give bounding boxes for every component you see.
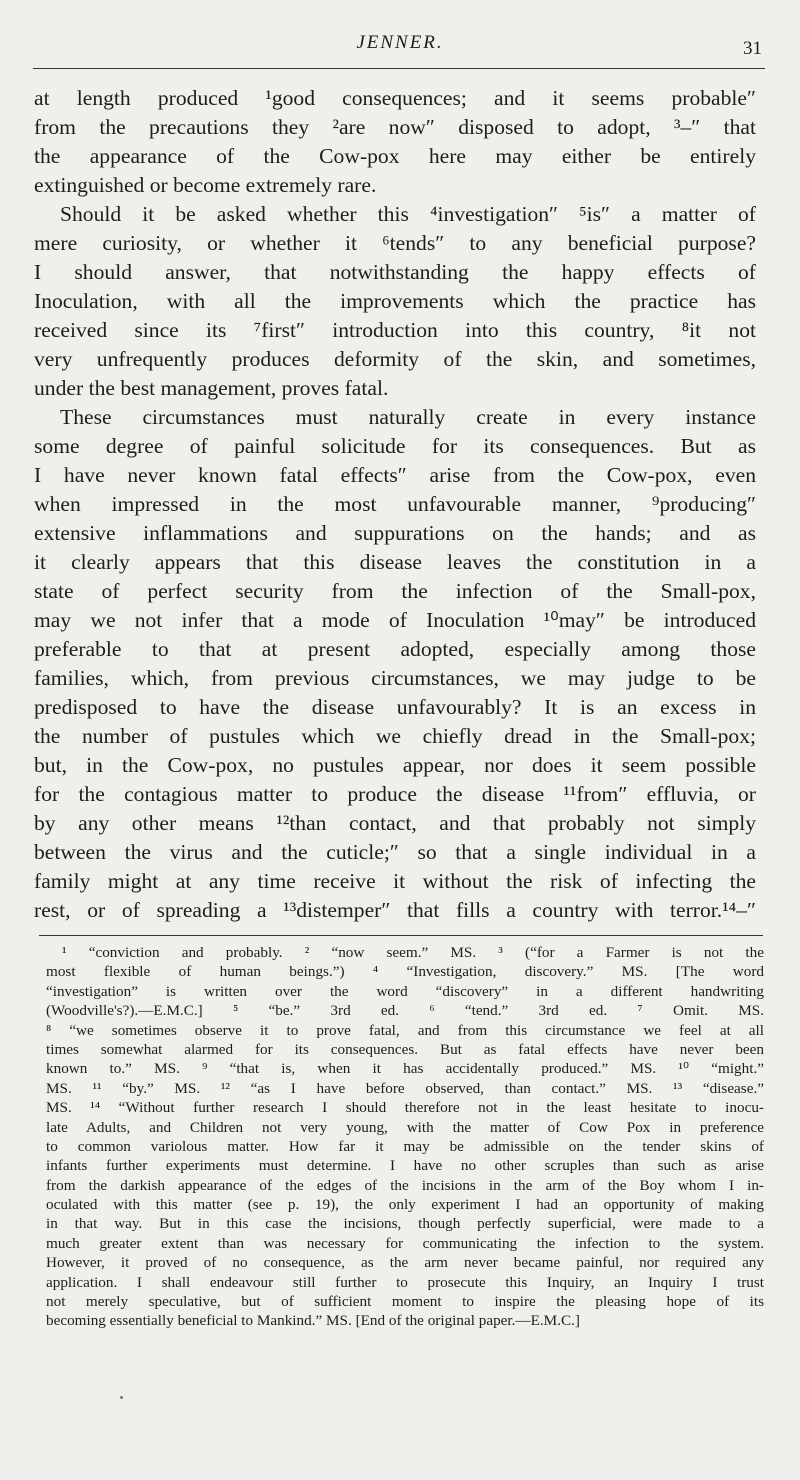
footnote-line: oculated with this matter (see p. 19), the only experiment I had an opportunity of making [46,1196,764,1214]
body-line: preferable to that at present adopted, especially among those [34,637,756,661]
footnote-line: “investigation” is written over the word “discovery” in a different handwriting [46,982,764,1000]
footnote-line: most flexible of human beings.”) ⁴ “Investigation, discovery.” MS. [The word [46,963,764,981]
running-title: JENNER. [356,32,444,53]
body-line: state of perfect security from the infection of the Small-pox, [34,579,756,603]
body-line: some degree of painful solicitude for its consequences. But as [34,434,756,458]
footnote-line: much greater extent than was necessary for communicating the infection to the system. [46,1234,764,1252]
body-line: at length produced ¹good consequences; and it seems probable″ [34,86,756,110]
header-rule [33,68,765,69]
body-line: when impressed in the most unfavourable manner, ⁹producing″ [34,492,756,516]
body-line: I should answer, that notwithstanding the happy effects of [34,260,756,284]
body-line: the number of pustules which we chiefly dread in the Small-pox; [34,724,756,748]
footnote-line: MS. ¹⁴ “Without further research I should therefore not in the least hesitate to inocu- [46,1099,764,1117]
footnote-line: known to.” MS. ⁹ “that is, when it has accidentally produced.” MS. ¹⁰ “might.” [46,1060,764,1078]
footnote-line: from the darkish appearance of the edges of the incisions in the arm of the Boy whom I in- [46,1176,764,1194]
body-line: I have never known fatal effects″ arise from the Cow-pox, even [34,463,756,487]
body-line: the appearance of the Cow-pox here may either be entirely [34,144,756,168]
body-line: from the precautions they ²are now″ disposed to adopt, ³–″ that [34,115,756,139]
footnote-line: However, it proved of no consequence, as the arm never became painful, nor required any [46,1254,764,1272]
body-line: by any other means ¹²than contact, and that probably not simply [34,811,756,835]
footnote-line: times somewhat alarmed for its consequences. But as fatal effects have never been [46,1040,764,1058]
body-line: very unfrequently produces deformity of the skin, and sometimes, [34,347,756,371]
body-line: rest, or of spreading a ¹³distemper″ that fills a country with terror.¹⁴–″ [34,898,756,922]
footnote-line: in that way. But in this case the incisions, though perfectly superficial, were made to a [46,1215,764,1233]
body-line: but, in the Cow-pox, no pustules appear, nor does it seem possible [34,753,756,777]
body-line: under the best management, proves fatal. [34,376,389,400]
print-speck [120,1396,123,1399]
body-line: extinguished or become extremely rare. [34,173,377,197]
body-line: family might at any time receive it without the risk of infecting the [34,869,756,893]
footnote-line: not merely speculative, but of sufficient moment to inspire the pleasing hope of its [46,1293,764,1311]
body-line: Should it be asked whether this ⁴investigation″ ⁵is″ a matter of [60,202,756,226]
body-line: between the virus and the cuticle;″ so that a single individual in a [34,840,756,864]
body-line: may we not infer that a mode of Inoculation ¹⁰may″ be introduced [34,608,756,632]
body-line: Inoculation, with all the improvements which the practice has [34,289,756,313]
footnote-line: MS. ¹¹ “by.” MS. ¹² “as I have before observed, than contact.” MS. ¹³ “disease.” [46,1079,764,1097]
footnote-line: to common variolous matter. How far it may be admissible on the tender skins of [46,1137,764,1155]
footnote-line: ⁸ “we sometimes observe it to prove fatal, and from this circumstance we feel at all [46,1021,764,1039]
body-line: families, which, from previous circumstances, we may judge to be [34,666,756,690]
body-line: predisposed to have the disease unfavourably? It is an excess in [34,695,756,719]
footnote-line: becoming essentially beneficial to Mankind.” MS. [End of the original paper.—E.M.C.] [46,1312,580,1330]
body-line: mere curiosity, or whether it ⁶tends″ to any beneficial purpose? [34,231,756,255]
footnote-line: late Adults, and Children not very young, with the matter of Cow Pox in preference [46,1118,764,1136]
main-text [34,84,756,925]
page-number: 31 [743,38,762,59]
body-line: These circumstances must naturally create in every instance [60,405,756,429]
body-line: for the contagious matter to produce the disease ¹¹from″ effluvia, or [34,782,756,806]
body-line: it clearly appears that this disease leaves the constitution in a [34,550,756,574]
footnote-line: (Woodville's?).—E.M.C.] ⁵ “be.” 3rd ed. ⁶ “tend.” 3rd ed. ⁷ Omit. MS. [46,1002,764,1020]
body-line: extensive inflammations and suppurations on the hands; and as [34,521,756,545]
body-line: received since its ⁷first″ introduction into this country, ⁸it not [34,318,756,342]
footnote-rule [39,935,763,936]
footnote-line: infants further experiments must determine. I have no other scruples than such as arise [46,1157,764,1175]
footnote-line: ¹ “conviction and probably. ² “now seem.” MS. ³ (“for a Farmer is not the [62,944,764,961]
footnotes [46,943,764,1331]
footnote-line: application. I shall endeavour still further to prosecute this Inquiry, an Inquiry I trust [46,1273,764,1291]
